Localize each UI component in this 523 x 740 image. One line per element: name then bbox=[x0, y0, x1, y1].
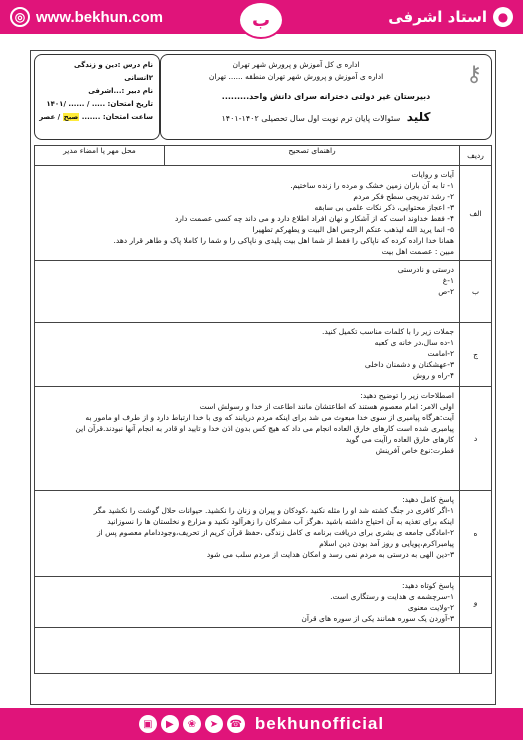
row-label: و bbox=[460, 577, 492, 628]
whatsapp-icon[interactable]: ☎ bbox=[227, 715, 245, 733]
info-evening: / عصر bbox=[39, 113, 61, 121]
answer-line: اصطلاحات زیر را توضیح دهید: bbox=[360, 391, 454, 400]
answer-line: ۳-آوردن یک سوره همانند یکی از سوره های قرآن bbox=[301, 614, 454, 623]
org-line-1: اداره ی کل آموزش و پرورش شهر تهران bbox=[232, 60, 360, 69]
answer-line: پاسخ کامل دهید: bbox=[402, 495, 454, 504]
table-row bbox=[35, 261, 492, 323]
row-content bbox=[35, 577, 460, 628]
bottom-banner bbox=[0, 708, 523, 740]
answer-line: اولی الامر: امام معصوم هستند که اطاعتشان مانند اطاعت از خدا و رسولش است bbox=[199, 402, 454, 411]
answer-line: ۱-سرچشمه ی هدایت و رستگاری است. bbox=[330, 592, 454, 601]
answer-line: مبین : عصمت اهل بیت bbox=[381, 247, 454, 256]
answer-line: ۲-ص bbox=[438, 287, 454, 296]
answer-line: ۲-امامت bbox=[427, 349, 454, 358]
row-content bbox=[35, 387, 460, 491]
answer-line: فطرت:نوع خاص آفرینش bbox=[375, 446, 454, 455]
site-link[interactable] bbox=[10, 7, 163, 27]
row-label: ه bbox=[460, 491, 492, 577]
answer-line: جملات زیر را با کلمات مناسب تکمیل کنید. bbox=[322, 327, 454, 336]
header-stamp: محل مهر یا امضاء مدیر bbox=[35, 146, 165, 166]
user-icon: ● bbox=[493, 7, 513, 27]
answer-line: پاسخ کوتاه دهید: bbox=[401, 581, 454, 590]
row-label bbox=[460, 628, 492, 674]
row-content bbox=[35, 323, 460, 387]
answer-line: ۲-امادگی جامعه ی بشری برای دریافت برنامه ی کامل زندگی ،حفظ قرآن کریم از تحریف،وجوددامام معصوم پس از bbox=[96, 528, 454, 537]
table-row bbox=[35, 387, 492, 491]
info-date: تاریخ امتحان: ..... / ...... /۱۴۰۱ bbox=[46, 100, 153, 108]
answer-line: آیت:هرگاه پیامبری از سوی خدا مبعوث می شد برای اینکه مردم دریابند که وی با خدا ارتباط دارد و از طرف او مامور به bbox=[85, 413, 454, 422]
answer-line: اینکه برای تغذیه به آن احتیاج داشته باشید ،هرگز آب مشرکان را زهرآلود نکنید و مزارع و نخلستان ها را نسوزانید bbox=[107, 517, 454, 526]
globe-icon: ◎ bbox=[10, 7, 30, 27]
exam-title bbox=[165, 111, 487, 125]
answer-line: درستی و نادرستی bbox=[397, 265, 454, 274]
row-content bbox=[35, 628, 460, 674]
exam-info-box bbox=[34, 54, 160, 140]
table-header-row bbox=[35, 146, 492, 166]
answer-line: ۲-ولایت معنوی bbox=[407, 603, 454, 612]
org-line-2: اداره ی آموزش و پرورش شهر تهران منطقه ...... تهران bbox=[208, 72, 384, 81]
logo-glyph: ب bbox=[251, 9, 271, 31]
answer-line: پیامبراکرم،پویایی و روز آمد بودن دین اسلام bbox=[319, 539, 454, 548]
exam-title-text: سئوالات پایان ترم نوبت اول سال تحصیلی ۱۴۰۲-۱۴۰۱ bbox=[221, 114, 401, 123]
answer-line: ۱-ده سال،در خانه ی کعبه bbox=[374, 338, 454, 347]
row-content bbox=[35, 261, 460, 323]
info-teacher: نام دبیر :...اشرفی bbox=[88, 87, 153, 95]
social-icons bbox=[139, 715, 245, 733]
info-time bbox=[41, 111, 153, 124]
row-content bbox=[35, 166, 460, 261]
answer-line: ۳-عهشکنان و دشمنان داخلی bbox=[364, 360, 454, 369]
answer-line: ۴- فقط خداوند است که از آشکار و نهان افراد اطلاع دارد و می داند چه کسی عصمت دارد bbox=[174, 214, 454, 223]
table-row bbox=[35, 491, 492, 577]
row-label: ج bbox=[460, 323, 492, 387]
aparat-icon[interactable]: ❀ bbox=[183, 715, 201, 733]
answer-table bbox=[34, 145, 492, 674]
answer-line: ۳-دین الهی به درستی به مردم نمی رسد و امکان هدایت از مردم سلب می شود bbox=[206, 550, 454, 559]
answer-line: آیات و روایات bbox=[411, 170, 454, 179]
answer-line: ۴-راه و روش bbox=[412, 371, 454, 380]
teacher-name bbox=[388, 7, 513, 27]
row-content bbox=[35, 491, 460, 577]
school-header-box bbox=[160, 54, 492, 140]
info-morning-highlight: صبح bbox=[63, 113, 79, 121]
site-url: www.bekhun.com bbox=[36, 8, 163, 26]
row-label: ب bbox=[460, 261, 492, 323]
table-row bbox=[35, 323, 492, 387]
youtube-icon[interactable]: ▶ bbox=[161, 715, 179, 733]
instagram-icon[interactable]: ▣ bbox=[139, 715, 157, 733]
row-label: د bbox=[460, 387, 492, 491]
header-guide: راهنمای تصحیح bbox=[165, 146, 460, 166]
info-time-label: ساعت امتحان: ....... bbox=[81, 113, 153, 121]
table-row bbox=[35, 577, 492, 628]
answer-key-label: کلید bbox=[406, 110, 431, 124]
answer-line: کارهای خارق العاده راآیت می گوید bbox=[345, 435, 454, 444]
table-row bbox=[35, 628, 492, 674]
table-row bbox=[35, 166, 492, 261]
info-subject: نام درس :دین و زندگی bbox=[74, 61, 153, 69]
answer-line: ۲- رشد تدریجی سطح فکر مردم bbox=[353, 192, 454, 201]
info-grade: ۲انسانی bbox=[124, 74, 153, 82]
school-name: دبیرستان غیر دولتی دخترانه سرای دانش واحد......... bbox=[221, 92, 431, 101]
answer-line: ۵- انما یرید الله لیذهب عنکم الرجس اهل البیت و یطهرکم تطهیرا bbox=[252, 225, 454, 234]
brand-logo bbox=[238, 1, 284, 39]
answer-line: همانا خدا اراده کرده که ناپاکی را فقط از شما اهل بیت پلیدی و ناپاکی را و شما را کاملا پاک و طاهر قرار دهد. bbox=[113, 236, 454, 245]
answer-line: ۱-غ bbox=[442, 276, 454, 285]
answer-line: ۳- اعجاز محتوایی، ذکر نکات علمی بی سابقه bbox=[314, 203, 454, 212]
answer-line: ۱- تا به آن باران زمین خشک و مرده را زنده ساختیم. bbox=[290, 181, 454, 190]
keys-icon: ⚷ bbox=[466, 62, 483, 87]
answer-line: ۱-اگر کافری در جنگ کشته شد او را مثله نکنید ،کودکان و پیران و زنان را نکشید. حیوانات حلال گوشت را نکشید مگر bbox=[93, 506, 454, 515]
telegram-icon[interactable]: ➤ bbox=[205, 715, 223, 733]
teacher-label: استاد اشرفی bbox=[388, 8, 487, 26]
social-handle[interactable]: bekhunofficial bbox=[254, 714, 385, 733]
header-radif: ردیف bbox=[460, 146, 492, 166]
row-label: الف bbox=[460, 166, 492, 261]
answer-line: پیامبری شده است کارهای خارق العاده انجام می داد که هیچ کس بدون اذن خدا و تایید او قادر به انجام آنها نبودند.قرآن این bbox=[75, 424, 454, 433]
